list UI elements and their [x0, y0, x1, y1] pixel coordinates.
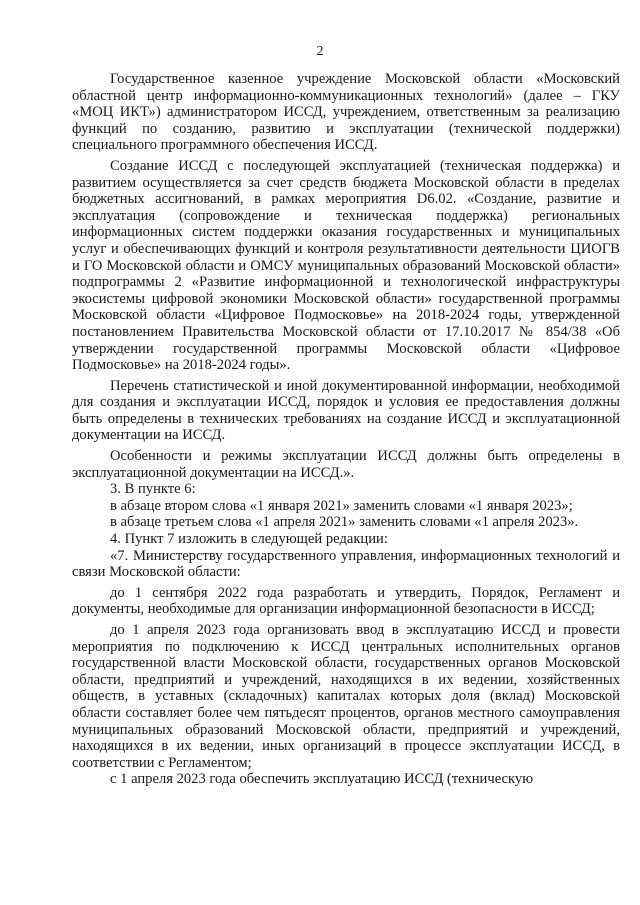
document-body [72, 71, 620, 788]
paragraph-item-3-third: в абзаце третьем слова «1 апреля 2021» заменить словами «1 апреля 2023». [110, 514, 579, 531]
paragraph-operation-modes: Особенности и режимы эксплуатации ИССД должны быть определены в эксплуатационной документации на ИССД.». [72, 448, 620, 481]
paragraph-item-7-heading: «7. Министерству государственного управления, информационных технологий и связи Московской области: [72, 547, 620, 581]
paragraph-item-3: 3. В пункте 6: [110, 481, 196, 498]
paragraph-item-3-second: в абзаце втором слова «1 января 2021» заменить словами «1 января 2023»; [110, 497, 573, 514]
paragraph-until-sept-2022: до 1 сентября 2022 года разработать и утвердить, Порядок, Регламент и документы, необходимые для организации информационной безопасности в ИССД; [72, 584, 620, 618]
page-number: 2 [316, 44, 324, 59]
paragraph-item-4: 4. Пункт 7 изложить в следующей редакции: [110, 531, 388, 548]
paragraph-from-april-2023: с 1 апреля 2023 года обеспечить эксплуатацию ИССД (техническую [110, 771, 534, 788]
paragraph-until-april-2023: до 1 апреля 2023 года организовать ввод в эксплуатацию ИССД и провести мероприятия по подключению к ИССД центральных исполнительных органов государственной власти Московской области, государственных органов Московской области, предприятий и учреждений, находящихся в их ведении, хозяйственных обществ, в уставных (складочных) капиталах которых доля (вклад) Московской области составляет более чем пятьдесят процентов, органов местного самоуправления муниципальных образований Московской области, предприятий и учреждений, находящихся в их ведении, иных организаций в процессе эксплуатации ИССД, в соответствии с Регламентом; [72, 622, 620, 771]
paragraph-information-list: Перечень статистической и иной документированной информации, необходимой для создания и эксплуатации ИССД, порядок и условия ее предоставления должны быть определены в технических требованиях на создание ИССД и эксплуатационной документации на ИССД. [72, 377, 620, 444]
paragraph-gku-mociкt: Государственное казенное учреждение Московской области «Московский областной центр информационно-коммуникационных технологий» (далее – ГКУ «МОЦ ИКТ») администратором ИССД, учреждением, ответственным за реализацию функций по созданию, развитию и эксплуатации (технической поддержки) специального программного обеспечения ИССД. [72, 71, 620, 154]
paragraph-creation-issd: Создание ИССД с последующей эксплуатацией (техническая поддержка) и развитием осуществляется за счет средств бюджета Московской области в пределах бюджетных ассигнований, в рамках мероприятия D6.02. «Создание, развитие и эксплуатация (сопровождение и техническая поддержка) региональных информационных систем поддержки оказания государственных и муниципальных услуг и обеспечивающих функций и контроля результативности деятельности ЦИОГВ и ГО Московской области и ОМСУ муниципальных образований Московской области» подпрограммы 2 «Развитие информационной и технологической инфраструктуры экосистемы цифровой экономики Московской области» государственной программы Московской области «Цифровое Подмосковье» на 2018-2024 годы, утвержденной постановлением Правительства Московской области от 17.10.2017 № 854/38 «Об утверждении государственной программы Московской области «Цифровое Подмосковье» на 2018-2024 годы». [72, 157, 620, 374]
